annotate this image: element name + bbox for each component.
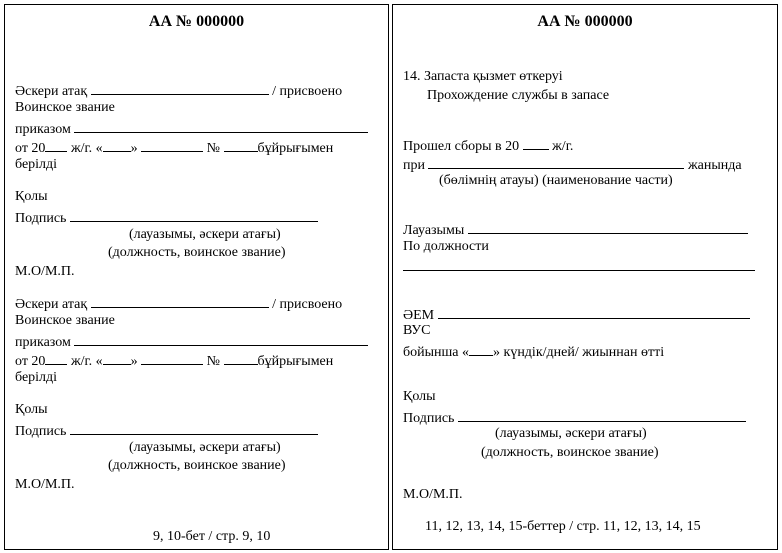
position-ru-caption: (должность, воинское звание) xyxy=(108,458,286,473)
rank-line-1 xyxy=(15,81,342,100)
order-kz-label: бұйрығымен xyxy=(257,141,334,156)
given-label: берілді xyxy=(15,370,58,385)
signature-field[interactable] xyxy=(70,208,318,222)
position-ru-caption: (должность, воинское звание) xyxy=(108,245,286,260)
year-suffix-label: ж/г. « xyxy=(70,354,103,369)
position-kz-caption: (лауазымы, әскери атағы) xyxy=(129,227,281,242)
vus-kz-label: ӘЕМ xyxy=(403,308,435,323)
given-label: берілді xyxy=(15,157,58,172)
sign-kz-label: Қолы xyxy=(15,189,48,204)
order-line-2 xyxy=(15,332,368,351)
sign-line-1 xyxy=(15,208,318,227)
number-sign: № xyxy=(206,141,221,156)
stamp-label: М.О/М.П. xyxy=(15,264,75,279)
day-field[interactable] xyxy=(103,351,131,365)
assigned-label: / присвоено xyxy=(272,297,343,312)
sign-kz-label: Қолы xyxy=(15,402,48,417)
year-suffix-label: ж/г. « xyxy=(70,141,103,156)
from-label: от 20 xyxy=(15,141,46,156)
quote-close: » xyxy=(130,354,138,369)
days-line xyxy=(403,342,664,361)
rank-ru-label: Воинское звание xyxy=(15,100,115,115)
order-label: приказом xyxy=(15,335,71,350)
left-page-footer: 9, 10-бет / стр. 9, 10 xyxy=(153,529,271,544)
position-kz-caption: (лауазымы, әскери атағы) xyxy=(129,440,281,455)
position-extra-field[interactable] xyxy=(403,257,755,271)
rank-kz-label: Әскери атақ xyxy=(15,297,88,312)
position-field[interactable] xyxy=(468,220,748,234)
vus-field[interactable] xyxy=(438,305,750,319)
signature-field[interactable] xyxy=(70,421,318,435)
from-label: от 20 xyxy=(15,354,46,369)
order-number-field[interactable] xyxy=(224,351,258,365)
training-year-field[interactable] xyxy=(523,136,549,150)
unit-caption: (бөлімнің атауы) (наименование части) xyxy=(439,173,673,188)
sig-caption-kz: (лауазымы, әскери атағы) xyxy=(495,426,647,441)
section-ru-heading: Прохождение службы в запасе xyxy=(427,88,610,103)
position-line xyxy=(403,220,748,239)
sign-ru-label: Подпись xyxy=(15,211,67,226)
left-page-title: АА № 000000 xyxy=(148,13,245,30)
left-page xyxy=(4,4,389,550)
days-prefix-label: бойынша « xyxy=(403,345,470,360)
day-field[interactable] xyxy=(103,138,131,152)
month-field[interactable] xyxy=(141,351,203,365)
order-number-field[interactable] xyxy=(224,138,258,152)
stamp-label: М.О/М.П. xyxy=(403,487,463,502)
year-field[interactable] xyxy=(45,351,67,365)
rank-ru-label: Воинское звание xyxy=(15,313,115,328)
order-field[interactable] xyxy=(74,119,368,133)
training-label: Прошел сборы в 20 xyxy=(403,139,520,154)
rank-field[interactable] xyxy=(91,81,269,95)
number-sign: № xyxy=(206,354,221,369)
position-ru-label: По должности xyxy=(403,239,489,254)
position-extra-line xyxy=(403,257,755,276)
unit-line xyxy=(403,155,742,174)
section-kz-heading: 14. Запаста қызмет өткеруі xyxy=(403,69,563,84)
rank-line-2 xyxy=(15,294,342,313)
order-field[interactable] xyxy=(74,332,368,346)
order-label: приказом xyxy=(15,122,71,137)
quote-close: » xyxy=(130,141,138,156)
vus-ru-label: ВУС xyxy=(403,323,431,338)
unit-kz-label: жанында xyxy=(687,158,742,173)
signature-field[interactable] xyxy=(458,408,746,422)
stamp-label: М.О/М.П. xyxy=(15,477,75,492)
order-kz-label: бұйрығымен xyxy=(257,354,334,369)
position-kz-label: Лауазымы xyxy=(403,223,465,238)
order-line-1 xyxy=(15,119,368,138)
unit-field[interactable] xyxy=(428,155,684,169)
days-suffix-label: » күндік/дней/ жиыннан өтті xyxy=(493,345,665,360)
rank-kz-label: Әскери атақ xyxy=(15,84,88,99)
assigned-label: / присвоено xyxy=(272,84,343,99)
at-label: при xyxy=(403,158,425,173)
date-line-1 xyxy=(15,138,333,157)
training-line xyxy=(403,136,573,155)
sign-line-right xyxy=(403,408,746,427)
sig-caption-ru: (должность, воинское звание) xyxy=(481,445,659,460)
sign-kz-label: Қолы xyxy=(403,389,436,404)
vus-line xyxy=(403,305,750,324)
sign-ru-label: Подпись xyxy=(15,424,67,439)
sign-ru-label: Подпись xyxy=(403,411,455,426)
rank-field[interactable] xyxy=(91,294,269,308)
right-page xyxy=(392,4,778,550)
year-field[interactable] xyxy=(45,138,67,152)
right-page-title: АА № 000000 xyxy=(537,13,633,30)
training-suffix-label: ж/г. xyxy=(552,139,574,154)
days-field[interactable] xyxy=(469,342,493,356)
right-page-footer: 11, 12, 13, 14, 15-беттер / стр. 11, 12, 13, 14, 15 xyxy=(425,519,701,534)
sign-line-2 xyxy=(15,421,318,440)
month-field[interactable] xyxy=(141,138,203,152)
date-line-2 xyxy=(15,351,333,370)
